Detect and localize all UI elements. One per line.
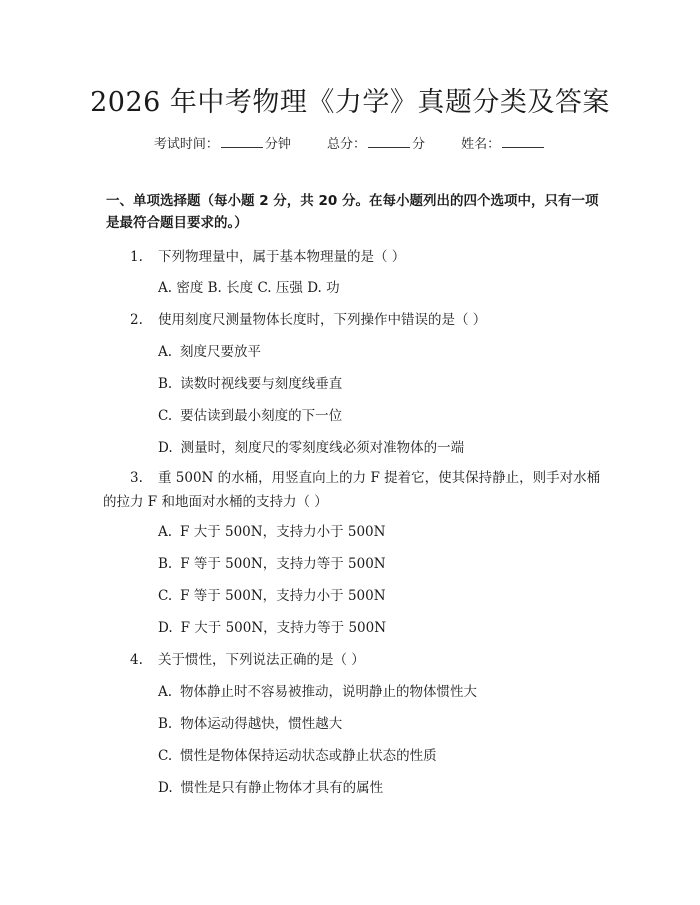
- option-text: 惯性是物体保持运动状态或静止状态的性质: [180, 748, 437, 764]
- option-label: C.: [158, 588, 173, 604]
- exam-time-field: [154, 133, 291, 152]
- student-name-field: [461, 133, 546, 152]
- question-3: [103, 466, 603, 514]
- option-text: 要估读到最小刻度的下一位: [180, 408, 343, 424]
- option-text: 读数时视线要与刻度线垂直: [180, 376, 343, 392]
- option-label: C.: [158, 748, 173, 764]
- option-b-label: B.: [207, 280, 222, 296]
- option-d-label: D.: [307, 280, 322, 296]
- option-c: [158, 404, 342, 424]
- question-1: [130, 245, 405, 265]
- option-text: 刻度尺要放平: [180, 344, 262, 360]
- option-label: A.: [158, 524, 173, 540]
- option-text: 物体静止时不容易被推动，说明静止的物体惯性大: [180, 684, 478, 700]
- question-text: 关于惯性，下列说法正确的是（ ）: [158, 652, 365, 668]
- question-text: 重 500N 的水桶，用竖直向上的力 F 提着它，使其保持静止，则手对水桶的拉力 F 和地面对水桶的支持力（ ）: [103, 470, 601, 510]
- question-number: 3.: [130, 470, 143, 486]
- option-text: F 等于 500N，支持力等于 500N: [180, 556, 386, 572]
- total-score-field: [327, 133, 425, 152]
- option-label: D.: [158, 620, 173, 636]
- option-b: [158, 712, 342, 732]
- option-text: F 大于 500N，支持力小于 500N: [180, 524, 386, 540]
- question-1-options: [158, 276, 340, 296]
- option-b-text: 长度: [226, 280, 254, 296]
- option-label: A.: [158, 344, 173, 360]
- page-title: 2026 年中考物理《力学》真题分类及答案: [90, 87, 610, 118]
- option-c-text: 压强: [275, 280, 303, 296]
- option-a: [158, 520, 385, 540]
- section-heading: 一、单项选择题（每小题 2 分，共 20 分。在每小题列出的四个选项中，只有一项是最符合题目要求的。）: [106, 193, 599, 231]
- option-label: B.: [158, 376, 173, 392]
- option-b: [158, 372, 342, 392]
- option-label: D.: [158, 440, 173, 456]
- option-a-text: 密度: [176, 280, 204, 296]
- option-d: [158, 436, 464, 456]
- option-d-text: 功: [326, 280, 340, 296]
- student-name-label: 姓名：: [461, 137, 501, 152]
- option-d: [158, 616, 386, 636]
- option-label: C.: [158, 408, 173, 424]
- question-number: 2.: [130, 312, 143, 328]
- total-score-blank: [368, 135, 410, 148]
- question-number: 4.: [130, 652, 143, 668]
- option-text: 物体运动得越快，惯性越大: [180, 716, 343, 732]
- exam-meta: [0, 133, 700, 152]
- option-d: [158, 776, 383, 796]
- option-c: [158, 744, 437, 764]
- option-text: F 大于 500N，支持力等于 500N: [180, 620, 387, 636]
- option-label: A.: [158, 684, 173, 700]
- student-name-blank: [502, 135, 544, 148]
- option-a: [158, 340, 261, 360]
- option-label: D.: [158, 780, 173, 796]
- question-number: 1.: [130, 249, 143, 265]
- total-score-unit: 分: [412, 137, 426, 152]
- option-text: 测量时，刻度尺的零刻度线必须对准物体的一端: [180, 440, 465, 456]
- option-c-label: C.: [257, 280, 272, 296]
- exam-time-blank: [221, 135, 263, 148]
- question-4: [130, 648, 365, 668]
- question-text: 使用刻度尺测量物体长度时，下列操作中错误的是（ ）: [158, 312, 487, 328]
- exam-time-unit: 分钟: [264, 137, 291, 152]
- option-c: [158, 584, 386, 604]
- total-score-label: 总分：: [326, 137, 366, 152]
- option-label: B.: [158, 716, 173, 732]
- exam-time-label: 考试时间：: [153, 137, 219, 152]
- option-label: B.: [158, 556, 173, 572]
- option-text: 惯性是只有静止物体才具有的属性: [180, 780, 384, 796]
- option-a: [158, 680, 477, 700]
- option-text: F 等于 500N，支持力小于 500N: [180, 588, 386, 604]
- question-text: 下列物理量中，属于基本物理量的是（ ）: [158, 249, 406, 265]
- question-2: [130, 308, 486, 328]
- option-b: [158, 552, 386, 572]
- option-a-label: A.: [158, 280, 173, 296]
